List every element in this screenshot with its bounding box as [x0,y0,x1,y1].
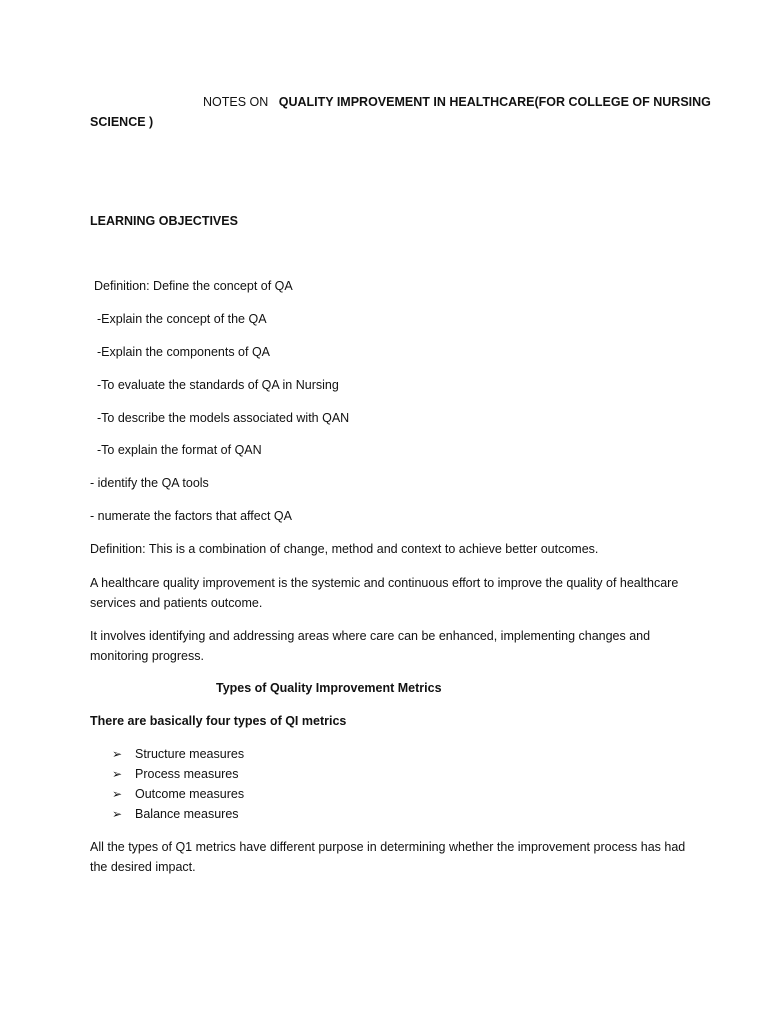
involves-paragraph: It involves identifying and addressing areas where care can be enhanced, implementing changes and monitoring progress. [90,629,651,663]
metric-label: Process measures [135,767,239,781]
metric-label: Structure measures [135,747,245,761]
notes-prefix: NOTES ON [203,95,269,109]
conclusion-paragraph: All the types of Q1 metrics have different purpose in determining whether the improvement process has had the desired impact. [90,840,686,874]
document-title-continued: SCIENCE ) [90,115,154,129]
metrics-list [112,744,244,824]
objective-item: -Explain the concept of the QA [97,312,267,326]
learning-objectives-heading: LEARNING OBJECTIVES [90,214,238,228]
objective-item: -Explain the components of QA [97,345,271,359]
healthcare-qi-paragraph: A healthcare quality improvement is the systemic and continuous effort to improve the quality of healthcare services and patients outcome. [90,576,679,610]
definition-paragraph: Definition: This is a combination of change, method and context to achieve better outcomes. [90,542,599,556]
list-item [112,744,244,764]
metric-label: Balance measures [135,807,239,821]
arrowhead-bullet-icon: ➢ [112,767,123,781]
list-item [112,764,244,784]
objective-item: -To describe the models associated with QAN [97,411,350,425]
metrics-intro: There are basically four types of QI metrics [90,714,347,728]
objective-item: Definition: Define the concept of QA [94,279,293,293]
list-item [112,804,244,824]
objective-item: - numerate the factors that affect QA [90,509,292,523]
metric-label: Outcome measures [135,787,245,801]
document-title: QUALITY IMPROVEMENT IN HEALTHCARE(FOR COLLEGE OF NURSING [278,95,711,109]
objective-item: -To explain the format of QAN [97,443,262,457]
arrowhead-bullet-icon: ➢ [112,807,123,821]
title-line-1 [203,95,711,109]
objective-item: -To evaluate the standards of QA in Nursing [97,378,339,392]
arrowhead-bullet-icon: ➢ [112,747,123,761]
arrowhead-bullet-icon: ➢ [112,787,123,801]
metrics-heading: Types of Quality Improvement Metrics [216,681,442,695]
objective-item: - identify the QA tools [90,476,209,490]
list-item [112,784,244,804]
